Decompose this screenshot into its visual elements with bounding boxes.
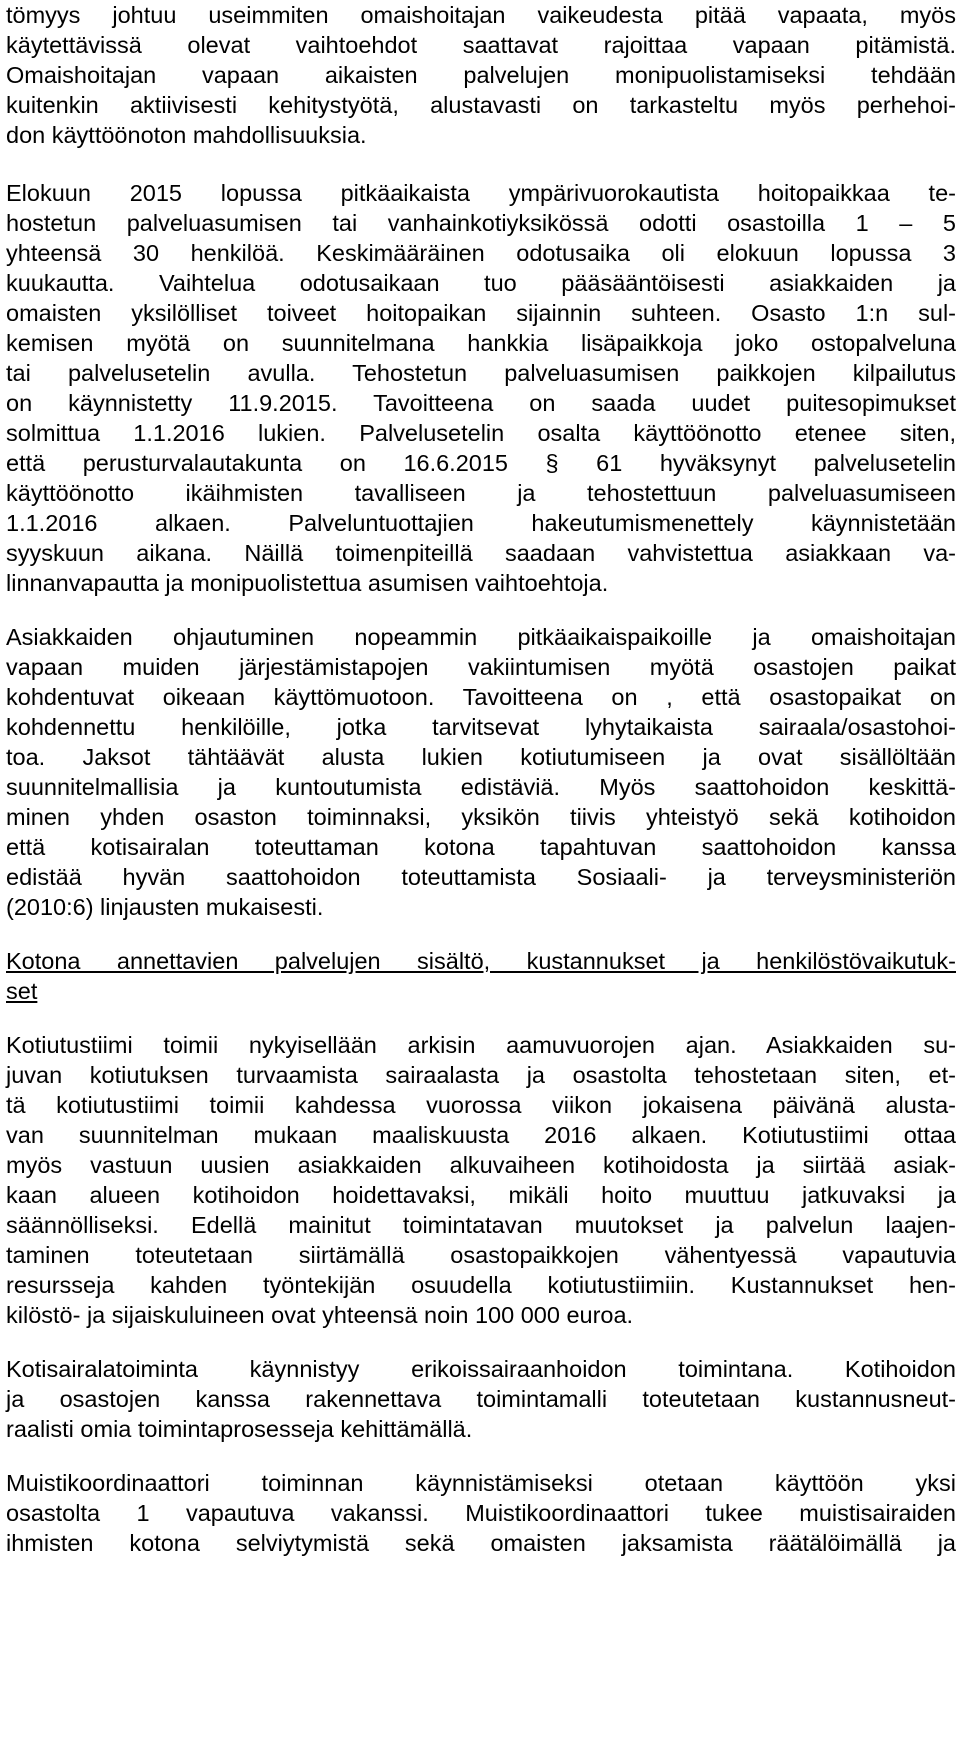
text-line: (2010:6) linjausten mukaisesti. — [6, 894, 324, 920]
text-line: minen yhden osaston toiminnaksi, yksikön tiivis yhteistyö sekä kotihoidon — [6, 804, 956, 830]
text-line: hostetun palveluasumisen tai vanhainkotiyksikössä odotti osastoilla 1 – 5 — [6, 210, 956, 236]
text-line: omaisten yksilölliset toiveet hoitopaikan sijainnin suhteen. Osasto 1:n sul- — [6, 300, 956, 326]
heading-line: Kotona annettavien palvelujen sisältö, kustannukset ja henkilöstövaikutuk- — [6, 948, 956, 974]
paragraph-kotisairala — [6, 1354, 956, 1444]
text-line: tä kotiutustiimi toimii kahdessa vuorossa viikon jokaisena päivänä alusta- — [6, 1092, 956, 1118]
paragraph-kotiutustiimi — [6, 1030, 956, 1330]
text-line: että kotisairalan toteuttaman kotona tapahtuvan saattohoidon kanssa — [6, 834, 956, 860]
text-line: käyttöönotto ikäihmisten tavalliseen ja tehostettuun palveluasumiseen — [6, 480, 956, 506]
text-line: että perusturvalautakunta on 16.6.2015 § 61 hyväksynyt palvelusetelin — [6, 450, 956, 476]
text-line: ihmisten kotona selviytymistä sekä omaisten jaksamista räätälöimällä ja — [6, 1530, 956, 1556]
text-line: Kotisairalatoiminta käynnistyy erikoissairaanhoidon toimintana. Kotihoidon — [6, 1356, 956, 1382]
text-line: tai palvelusetelin avulla. Tehostetun palveluasumisen paikkojen kilpailutus — [6, 360, 956, 386]
text-line: taminen toteutetaan siirtämällä osastopaikkojen vähentyessä vapautuvia — [6, 1242, 956, 1268]
text-line: yhteensä 30 henkilöä. Keskimääräinen odotusaika oli elokuun lopussa 3 — [6, 240, 956, 266]
text-line: kilöstö- ja sijaiskuluineen ovat yhteensä noin 100 000 euroa. — [6, 1302, 634, 1328]
text-line: Asiakkaiden ohjautuminen nopeammin pitkäaikaispaikoille ja omaishoitajan — [6, 624, 956, 650]
text-line: tömyys johtuu useimmiten omaishoitajan vaikeudesta pitää vapaata, myös — [6, 2, 956, 28]
text-line: Muistikoordinaattori toiminnan käynnistämiseksi otetaan käyttöön yksi — [6, 1470, 956, 1496]
text-line: syyskuun aikana. Näillä toimenpiteillä saadaan vahvistettua asiakkaan va- — [6, 540, 956, 566]
text-line: raalisti omia toimintaprosesseja kehittämällä. — [6, 1416, 473, 1442]
text-line: van suunnitelman mukaan maaliskuusta 2016 alkaen. Kotiutustiimi ottaa — [6, 1122, 956, 1148]
text-line: Omaishoitajan vapaan aikaisten palvelujen monipuolistamiseksi tehdään — [6, 62, 956, 88]
document-page — [6, 0, 956, 1558]
text-line: suunnitelmallisia ja kuntoutumista edistäviä. Myös saattohoidon keskittä- — [6, 774, 956, 800]
section-heading — [6, 946, 956, 1006]
text-line: kohdennettu henkilöille, jotka tarvitsevat lyhytaikaista sairaala/osastohoi- — [6, 714, 956, 740]
text-line: 1.1.2016 alkaen. Palveluntuottajien hakeutumismenettely käynnistetään — [6, 510, 956, 536]
text-line: on käynnistetty 11.9.2015. Tavoitteena on saada uudet puitesopimukset — [6, 390, 956, 416]
text-line: kuitenkin aktiivisesti kehitystyötä, alustavasti on tarkasteltu myös perhehoi- — [6, 92, 956, 118]
text-line: säännölliseksi. Edellä mainitut toimintatavan muutokset ja palvelun laajen- — [6, 1212, 956, 1238]
text-line: myös vastuun uusien asiakkaiden alkuvaiheen kotihoidosta ja siirtää asiak- — [6, 1152, 956, 1178]
text-line: edistää hyvän saattohoidon toteuttamista Sosiaali- ja terveysministeriön — [6, 864, 956, 890]
text-line: resursseja kahden työntekijän osuudella kotiutustiimiin. Kustannukset hen- — [6, 1272, 956, 1298]
text-line: ja osastojen kanssa rakennettava toimintamalli toteutetaan kustannusneut- — [6, 1386, 956, 1412]
text-line: kuukautta. Vaihtelua odotusaikaan tuo pääsääntöisesti asiakkaiden ja — [6, 270, 956, 296]
heading-line: set — [6, 978, 38, 1004]
paragraph-muistikoordinaattori — [6, 1468, 956, 1558]
text-line: käytettävissä olevat vaihtoehdot saattavat rajoittaa vapaan pitämistä. — [6, 32, 956, 58]
text-line: toa. Jaksot tähtäävät alusta lukien kotiutumiseen ja ovat sisällöltään — [6, 744, 956, 770]
text-line: vapaan muiden järjestämistapojen vakiintumisen myötä osastojen paikat — [6, 654, 956, 680]
text-line: don käyttöönoton mahdollisuuksia. — [6, 122, 367, 148]
text-line: kemisen myötä on suunnitelmana hankkia lisäpaikkoja joko ostopalveluna — [6, 330, 956, 356]
text-line: Kotiutustiimi toimii nykyisellään arkisin aamuvuorojen ajan. Asiakkaiden su- — [6, 1032, 956, 1058]
paragraph-elokuu — [6, 178, 956, 598]
paragraph-omaishoito — [6, 0, 956, 150]
text-line: Elokuun 2015 lopussa pitkäaikaista ympärivuorokautista hoitopaikkaa te- — [6, 180, 956, 206]
text-line: solmittua 1.1.2016 lukien. Palvelusetelin osalta käyttöönotto etenee siten, — [6, 420, 956, 446]
text-line: osastolta 1 vapautuva vakanssi. Muistikoordinaattori tukee muistisairaiden — [6, 1500, 956, 1526]
text-line: juvan kotiutuksen turvaamista sairaalasta ja osastolta tehostetaan siten, et- — [6, 1062, 956, 1088]
text-line: kohdentuvat oikeaan käyttömuotoon. Tavoitteena on , että osastopaikat on — [6, 684, 956, 710]
paragraph-asiakkaiden — [6, 622, 956, 922]
text-line: linnanvapautta ja monipuolistettua asumisen vaihtoehtoja. — [6, 570, 609, 596]
text-line: kaan alueen kotihoidon hoidettavaksi, mikäli hoito muuttuu jatkuvaksi ja — [6, 1182, 956, 1208]
